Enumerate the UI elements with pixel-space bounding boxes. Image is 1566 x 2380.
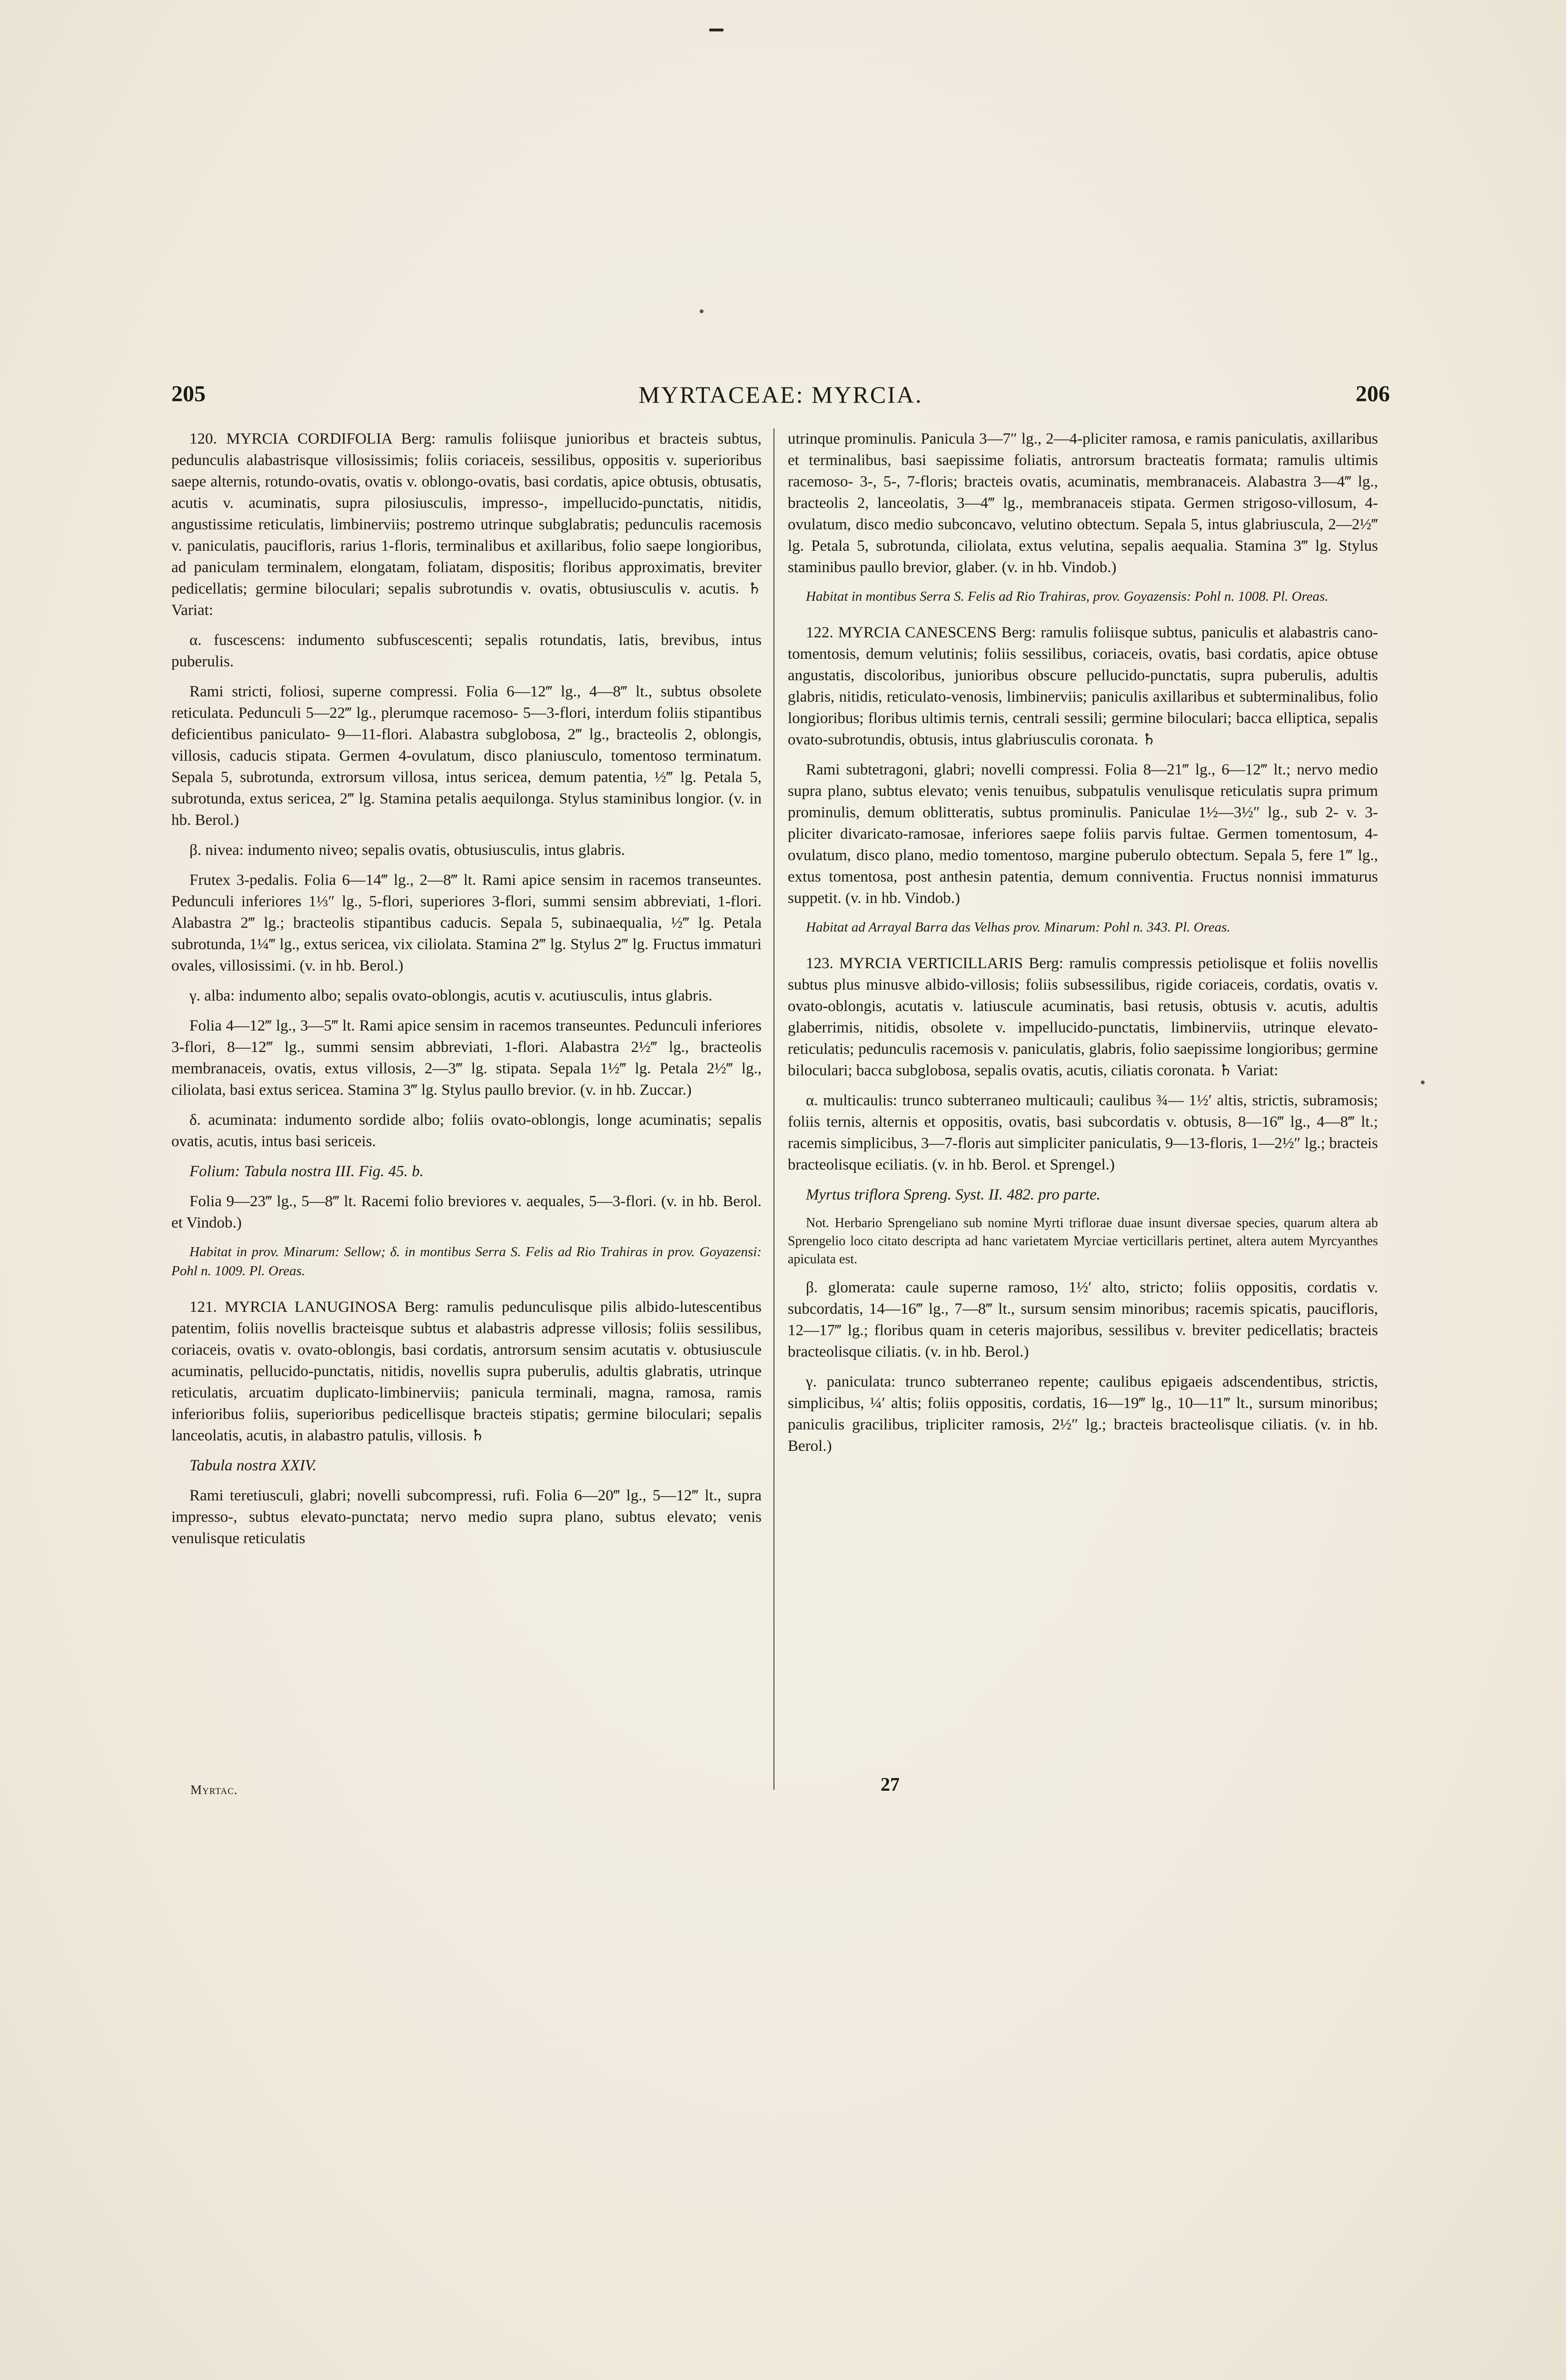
- variety-gamma-paniculata: γ. paniculata: trunco subterraneo repente; caulibus epigaeis adscendentibus, strictis, simplicibus, ¼′ altis; foliis oppositis, cordatis, 16—19‴ lg., 10—11‴ lt., sursum minoribus; paniculis gracilibus, tripliciter ramosis, 2½″ lg.; bracteis bracteolisque ciliatis. (v. in hb. Berol.): [788, 1373, 1378, 1455]
- running-title: MYRTACEAE: MYRCIA.: [638, 381, 923, 408]
- species-123-diagnosis: 123. MYRCIA VERTICILLARIS Berg: ramulis compressis petiolisque et foliis novellis subtus plus minusve albido-villosis; foliis subsessilibus, rigide coriaceis, cordatis, ovatis v. ovato-oblongis, acutatis v. latiuscule acuminatis, basi retusis, obtusis v. acutis, adultis glaberrimis, nitidis, obsolete v. impellucido-punctatis, limbinerviis, utrinque elevato-reticulatis; pedunculis racemosis v. paniculatis, glabris, folio saepissime longioribus; germine biloculari; bacca subglobosa, sepalis ovatis, acutis, ciliatis coronata. ♄ Variat:: [788, 955, 1378, 1079]
- figure-reference: Folium: Tabula nostra III. Fig. 45. b.: [189, 1163, 424, 1180]
- running-header: [171, 381, 1390, 414]
- synonym-citation: Myrtus triflora Spreng. Syst. II. 482. pro parte.: [806, 1186, 1101, 1203]
- scan-speck: [700, 309, 704, 313]
- habitat-121: Habitat in montibus Serra S. Felis ad Rio Trahiras, prov. Goyazensis: Pohl n. 1008. Pl. Oreas.: [806, 589, 1328, 604]
- plate-reference: Tabula nostra XXIV.: [189, 1457, 317, 1474]
- species-121-description-cont: utrinque prominulis. Panicula 3—7″ lg., 2—4-pliciter ramosa, e ramis paniculatis, axillaribus et terminalibus, basi saepissime foliatis, antrorsum bracteatis formata; ramulis ultimis racemoso- 3-, 5-, 7-floris; bracteis ovatis, acuminatis, membranaceis. Alabastra 3—4‴ lg., bracteolis 2, lanceolatis, 3—4‴ lg., membranaceis stipata. Germen strigoso-villosum, 4-ovulatum, disco medio subconcavo, velutino obtectum. Sepala 5, intus glabriuscula, 2—2½‴ lg. Petala 5, subrotunda, ciliolata, extus velutina, sepalis aequalia. Stamina 3‴ lg. Stylus staminibus paullo brevior, glaber. (v. in hb. Vindob.): [788, 430, 1378, 576]
- page-number-right: 206: [1356, 381, 1390, 407]
- sheet-number: 27: [881, 1774, 900, 1795]
- variety-alpha: α. fuscescens: indumento subfuscescenti; sepalis rotundatis, latis, brevibus, intus puberulis.: [171, 632, 762, 670]
- variety-beta: β. nivea: indumento niveo; sepalis ovatis, obtusiusculis, intus glabris.: [189, 842, 625, 859]
- right-column: [788, 428, 1378, 1466]
- variety-alpha-multicaulis: α. multicaulis: trunco subterraneo multicauli; caulibus ¾— 1½′ altis, strictis, subramosis; foliis ternis, alternis et oppositis, ovatis, basi subcordatis v. obtusis, 8—16‴ lg., 4—8‴ lt.; racemis simplicibus, 3—7-floris aut simpliciter paniculatis, 9—13-floris, 1—2½″ lg.; bracteis bracteolisque eciliatis. (v. in hb. Berol. et Sprengel.): [788, 1092, 1378, 1173]
- species-120-diagnosis: 120. MYRCIA CORDIFOLIA Berg: ramulis foliisque junioribus et bracteis subtus, pedunculis alabastrisque villosissimis; foliis coriaceis, sessilibus, oppositis v. superioribus saepe alternis, rotundo-ovatis, ovatis v. oblongo-ovatis, basi cordatis, apice obtusis, obtusatis, acutis v. acuminatis, supra pilosiusculis, impresso-, impellucido-punctatis, nitidis, angustissime reticulatis, limbinerviis; postremo utrinque subglabratis; pedunculis racemosis v. paniculatis, paucifloris, rarius 1-floris, terminalibus et axillaribus, folio saepe longioribus, ad paniculam terminalem, elongatam, foliatam, dispositis; floribus approximatis, breviter pedicellatis; germine biloculari; sepalis subrotundis v. ovatis, obtusiusculis v. acutis. ♄ Variat:: [171, 430, 762, 619]
- scan-mark: [709, 29, 724, 31]
- variety-gamma: γ. alba: indumento albo; sepalis ovato-oblongis, acutis v. acutiusculis, intus glabris.: [189, 987, 713, 1004]
- species-121-diagnosis: 121. MYRCIA LANUGINOSA Berg: ramulis pedunculisque pilis albido-lutescentibus patentim, foliis novellis bracteisque subtus et alabastris adpresse villosis; foliis sessilibus, coriaceis, ovatis v. ovato-oblongis, basi cordatis, antrorsum sensim acutatis v. obtusiuscule acuminatis, pellucido-punctatis, nitidis, novellis supra puberulis, adultis glabratis, utrinque reticulatis, arcuatim duplicato-limbinerviis; panicula terminali, magna, ramosa, ramis inferioribus foliis, superioribus pedicellisque bracteis stipatis; germine biloculari; sepalis lanceolatis, acutis, in alabastro patulis, villosis. ♄: [171, 1299, 762, 1444]
- species-122-description: Rami subtetragoni, glabri; novelli compressi. Folia 8—21‴ lg., 6—12‴ lt.; nervo medio supra plano, subtus elevato; venis tenuibus, subpatulis venulisque reticulatis supra primum prominulis, demum oblitteratis, subtus prominulis. Paniculae 1½—3½″ lg., sub 2- v. 3-pliciter divaricato-ramosae, inferiores saepe foliis parvis fultae. Germen tomentosum, 4-ovulatum, disco plano, medio tomentoso, margine puberulo obtectum. Sepala 5, fere 1‴ lg., extus tomentosa, post anthesin patentia, demum conniventia. Fructus nonnisi immaturus suppetit. (v. in hb. Vindob.): [788, 761, 1378, 907]
- habitat-120: Habitat in prov. Minarum: Sellow; δ. in montibus Serra S. Felis ad Rio Trahiras in prov. Goyazensi: Pohl n. 1009. Pl. Oreas.: [171, 1244, 762, 1279]
- variety-delta-description: Folia 9—23‴ lg., 5—8‴ lt. Racemi folio breviores v. aequales, 5—3-flori. (v. in hb. Berol. et Vindob.): [171, 1193, 762, 1231]
- habitat-122: Habitat ad Arrayal Barra das Velhas prov. Minarum: Pohl n. 343. Pl. Oreas.: [806, 920, 1230, 935]
- scan-speck: [1421, 1081, 1425, 1084]
- species-121-description: Rami teretiusculi, glabri; novelli subcompressi, rufi. Folia 6—20‴ lg., 5—12‴ lt., supra impresso-, subtus elevato-punctata; nervo medio supra plano, subtus elevato; venis venulisque reticulatis: [171, 1487, 762, 1547]
- variety-beta-glomerata: β. glomerata: caule superne ramoso, 1½′ alto, stricto; foliis oppositis, cordatis v. subcordatis, 14—16‴ lg., 7—8‴ lt., sursum sensim minoribus; racemis spicatis, paucifloris, 12—17‴ lg.; floribus quam in ceteris majoribus, sessilibus v. breviter pedicellatis; bracteis bracteolisque ciliatis. (v. in hb. Berol.): [788, 1279, 1378, 1360]
- column-divider: [773, 428, 774, 1790]
- variety-gamma-description: Folia 4—12‴ lg., 3—5‴ lt. Rami apice sensim in racemos transeuntes. Pedunculi inferiores 3-flori, 8—12‴ lg., summi sensim abbreviati, 1-flori. Alabastra 2½‴ lg., bracteolis membranaceis, ovatis, extus villosis, 2—3‴ lg. stipata. Sepala 1½‴ lg. Petala 2½‴ lg., ciliolata, basi extus sericea. Stamina 3‴ lg. Stylus paullo brevior. (v. in hb. Zuccar.): [171, 1017, 762, 1099]
- variety-beta-description: Frutex 3-pedalis. Folia 6—14‴ lg., 2—8‴ lt. Rami apice sensim in racemos transeuntes. Pedunculi inferiores 1⅓″ lg., 5-flori, superiores 3-flori, summi sensim abbreviati, 1-flori. Alabastra 2‴ lg.; bracteolis stipantibus caducis. Sepala 5, subinaequalia, ½‴ lg. Petala subrotunda, 1¼‴ lg., extus sericea, vix ciliolata. Stamina 2‴ lg. Stylus 2‴ lg. Fructus immaturi ovales, villosissimi. (v. in hb. Berol.): [171, 872, 762, 974]
- left-column: [171, 428, 762, 1558]
- species-122-diagnosis: 122. MYRCIA CANESCENS Berg: ramulis foliisque subtus, paniculis et alabastris cano-tomentosis, demum velutinis; foliis sessilibus, coriaceis, ovatis, basi cordatis, apice obtuse angustatis, discoloribus, junioribus obscure pellucido-punctatis, supra puberulis, adultis glabris, nitidis, reticulato-venosis, limbinerviis; paniculis axillaribus et subterminalibus, folio longioribus; floribus ultimis ternis, centrali sessili; germine biloculari; bacca elliptica, sepalis ovato-subrotundis, obtusis, intus glabriusculis coronata. ♄: [788, 624, 1378, 748]
- page-number-left: 205: [171, 381, 206, 407]
- variety-delta: δ. acuminata: indumento sordide albo; foliis ovato-oblongis, longe acuminatis; sepalis ovatis, acutis, intus basi sericeis.: [171, 1111, 762, 1150]
- nota: Not. Herbario Sprengeliano sub nomine Myrti triflorae duae insunt diversae species, quarum altera ab Sprengelio loco citato descripta ad hanc varietatem Myrciae verticillaris pertinet, altera autem Myrcyanthes apiculata est.: [788, 1216, 1378, 1267]
- variety-alpha-description: Rami stricti, foliosi, superne compressi. Folia 6—12‴ lg., 4—8‴ lt., subtus obsolete reticulata. Pedunculi 5—22‴ lg., plerumque racemoso- 5—3-flori, interdum foliis stipantibus deficientibus paniculato- 9—11-flori. Alabastra subglobosa, 2‴ lg., bracteolis 2, oblongis, villosis, caducis stipata. Germen 4-ovulatum, disco planiusculo, tomentoso terminatum. Sepala 5, subrotunda, extrorsum villosa, intus sericea, demum patentia, ½‴ lg. Petala 5, subrotunda, extus sericea, 2‴ lg. Stamina petalis aequilonga. Stylus staminibus longior. (v. in hb. Berol.): [171, 683, 762, 829]
- signature-mark: Myrtac.: [190, 1783, 238, 1797]
